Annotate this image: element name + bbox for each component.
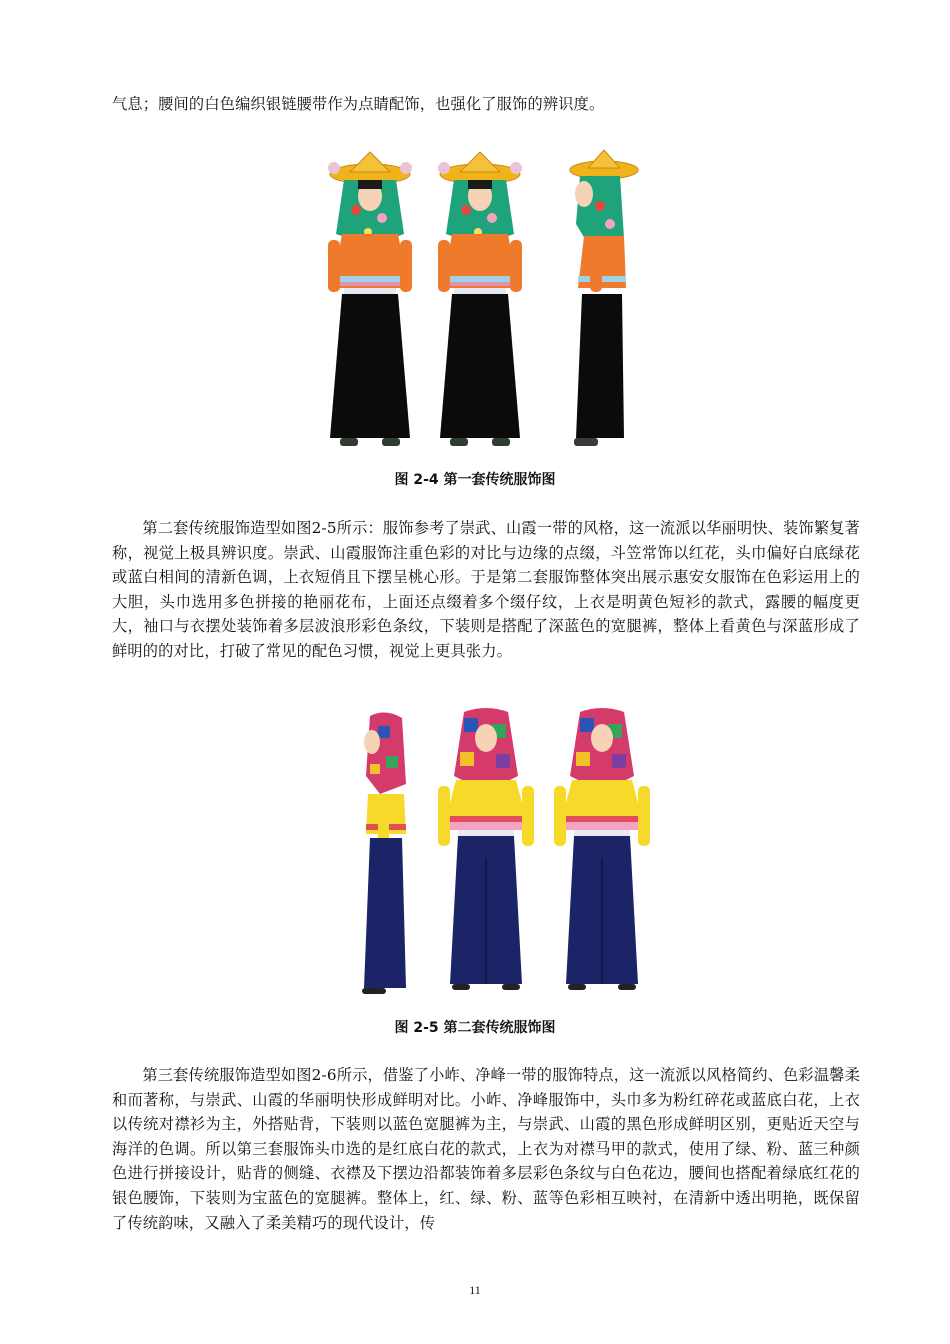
figure-caption-2-5: 图 2-5 第二套传统服饰图 <box>394 1020 556 1036</box>
paragraph-second-costume: 第二套传统服饰造型如图2-5所示：服饰参考了崇武、山霞一带的风格，这一流派以华丽明快、装饰繁复著称，视觉上极具辨识度。崇武、山霞服饰注重色彩的对比与边缘的点缀，斗笠常饰以红花，头巾偏好白底绿花或蓝白相间的清新色调，上衣短俏且下摆呈桃心形。于是第二套服饰整体突出展示惠安女服饰在色彩运用上的大胆，头巾选用多色拼接的艳丽花布，上面还点缀着多个缀仔纹，上衣是明黄色短衫的款式，露腰的幅度更大，袖口与衣摆处装饰着多层波浪形彩色条纹，下装则是搭配了深蓝色的宽腿裤，整体上看黄色与深蓝形成了鲜明的的对比，打破了常见的配色习惯，视觉上更具张力。 <box>112 519 860 660</box>
top-paragraph-line: 气息；腰间的白色编织银链腰带作为点睛配饰，也强化了服饰的辨识度。 <box>112 95 605 113</box>
paragraph-third-costume: 第三套传统服饰造型如图2-6所示，借鉴了小岞、净峰一带的服饰特点，这一流派以风格简约、色彩温馨柔和而著称，与崇武、山霞的华丽明快形成鲜明对比。小岞、净峰服饰中，头巾多为粉红碎花或蓝底白花，上衣以传统对襟衫为主，外搭贴背，下装则以蓝色宽腿裤为主，与崇武、山霞的黑色形成鲜明区别，更贴近天空与海洋的色调。所以第三套服饰头巾选的是红底白花的款式，上衣为对襟马甲的款式，使用了绿、粉、蓝三种颜色进行拼接设计，贴背的侧缝、衣襟及下摆边沿都装饰着多层彩色条纹与白色花边，腰间也搭配着绿底红花的银色腰饰，下装则为宝蓝色的宽腿裤。整体上，红、绿、粉、蓝等色彩相互映衬，在清新中透出明艳，既保留了传统韵味，又融入了柔美精巧的现代设计，传 <box>112 1066 860 1232</box>
page-number: 11 <box>469 1283 481 1297</box>
figure-costume-set-1 <box>320 148 640 456</box>
figure-caption-2-4: 图 2-4 第一套传统服饰图 <box>394 472 556 488</box>
figure-costume-set-2 <box>350 704 660 996</box>
